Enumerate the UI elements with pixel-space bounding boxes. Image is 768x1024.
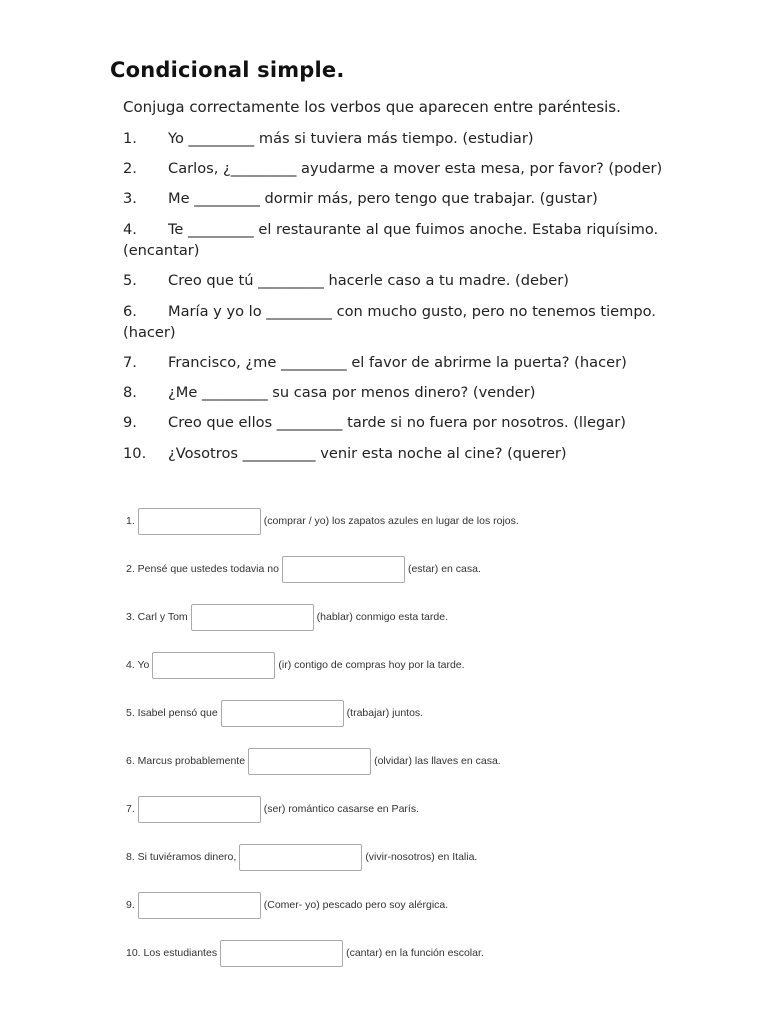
exercise-1-item bbox=[123, 443, 663, 464]
answer-input[interactable] bbox=[239, 844, 362, 871]
answer-input[interactable] bbox=[282, 556, 405, 583]
exercise-2-row bbox=[126, 602, 448, 632]
exercise-1-item bbox=[123, 128, 663, 149]
item-text: ¿Me _________ su casa por menos dinero? (vender) bbox=[168, 384, 536, 401]
exercise-2-row bbox=[126, 746, 501, 776]
exercise-2-row bbox=[126, 554, 481, 584]
exercise-2-row bbox=[126, 938, 484, 968]
exercise-1-item bbox=[123, 352, 663, 373]
prompt-before: 10. Los estudiantes bbox=[126, 947, 218, 959]
exercise-2-row bbox=[126, 890, 448, 920]
exercise-2-row bbox=[126, 698, 423, 728]
item-text: Yo _________ más si tuviera más tiempo. (estudiar) bbox=[168, 130, 534, 147]
answer-input[interactable] bbox=[248, 748, 371, 775]
item-number: 7. bbox=[123, 354, 137, 371]
item-text: María y yo lo _________ con mucho gusto, pero no tenemos tiempo. bbox=[168, 303, 656, 320]
answer-input[interactable] bbox=[221, 700, 344, 727]
prompt-before: 8. Si tuviéramos dinero, bbox=[126, 851, 237, 863]
prompt-before: 7. bbox=[126, 803, 135, 815]
exercise-1-item bbox=[123, 188, 663, 209]
prompt-before: 9. bbox=[126, 899, 135, 911]
item-number: 3. bbox=[123, 190, 137, 207]
page-title: Condicional simple. bbox=[110, 58, 345, 82]
item-text-continued: (encantar) bbox=[123, 242, 200, 259]
item-text: Te _________ el restaurante al que fuimos anoche. Estaba riquísimo. bbox=[168, 221, 659, 238]
exercise-1-item bbox=[123, 412, 663, 433]
prompt-before: 3. Carl y Tom bbox=[126, 611, 188, 623]
item-number: 1. bbox=[123, 130, 137, 147]
item-text-continued: (hacer) bbox=[123, 324, 176, 341]
exercise-1-item bbox=[123, 158, 663, 179]
answer-input[interactable] bbox=[220, 940, 343, 967]
exercise-2-row bbox=[126, 794, 419, 824]
prompt-before: 1. bbox=[126, 515, 135, 527]
prompt-after: (olvidar) las llaves en casa. bbox=[374, 755, 501, 767]
prompt-after: (ir) contigo de compras hoy por la tarde. bbox=[278, 659, 465, 671]
item-number: 4. bbox=[123, 221, 137, 238]
prompt-after: (comprar / yo) los zapatos azules en lugar de los rojos. bbox=[263, 515, 519, 527]
exercise-1-item bbox=[123, 270, 663, 291]
item-number: 2. bbox=[123, 160, 137, 177]
prompt-after: (estar) en casa. bbox=[407, 563, 481, 575]
prompt-before: 2. Pensé que ustedes todavia no bbox=[126, 563, 279, 575]
exercise-2-row bbox=[126, 506, 519, 536]
item-number: 8. bbox=[123, 384, 137, 401]
exercise-2-row bbox=[126, 650, 465, 680]
prompt-after: (ser) romántico casarse en París. bbox=[263, 803, 419, 815]
prompt-before: 6. Marcus probablemente bbox=[126, 755, 246, 767]
prompt-after: (Comer- yo) pescado pero soy alérgica. bbox=[263, 899, 449, 911]
item-text: Francisco, ¿me _________ el favor de abrirme la puerta? (hacer) bbox=[168, 354, 627, 371]
prompt-before: 4. Yo bbox=[126, 659, 150, 671]
exercise-1-item bbox=[123, 382, 663, 403]
prompt-after: (cantar) en la función escolar. bbox=[346, 947, 484, 959]
exercise-1-item bbox=[123, 301, 663, 343]
item-text: Creo que tú _________ hacerle caso a tu madre. (deber) bbox=[168, 272, 569, 289]
item-text: Me _________ dormir más, pero tengo que trabajar. (gustar) bbox=[168, 190, 598, 207]
item-number: 9. bbox=[123, 414, 137, 431]
exercise-1-item bbox=[123, 219, 663, 261]
prompt-before: 5. Isabel pensó que bbox=[126, 707, 218, 719]
item-number: 10. bbox=[123, 445, 147, 462]
item-number: 6. bbox=[123, 303, 137, 320]
answer-input[interactable] bbox=[191, 604, 314, 631]
answer-input[interactable] bbox=[152, 652, 275, 679]
exercise-2-row bbox=[126, 842, 477, 872]
answer-input[interactable] bbox=[138, 892, 261, 919]
item-text: Creo que ellos _________ tarde si no fuera por nosotros. (llegar) bbox=[168, 414, 626, 431]
item-text: ¿Vosotros __________ venir esta noche al cine? (querer) bbox=[168, 445, 567, 462]
answer-input[interactable] bbox=[138, 796, 261, 823]
item-text: Carlos, ¿_________ ayudarme a mover esta mesa, por favor? (poder) bbox=[168, 160, 663, 177]
prompt-after: (vivir-nosotros) en Italia. bbox=[365, 851, 478, 863]
prompt-after: (hablar) conmigo esta tarde. bbox=[316, 611, 448, 623]
prompt-after: (trabajar) juntos. bbox=[346, 707, 424, 719]
instructions: Conjuga correctamente los verbos que aparecen entre paréntesis. bbox=[123, 98, 621, 116]
item-number: 5. bbox=[123, 272, 137, 289]
answer-input[interactable] bbox=[138, 508, 261, 535]
